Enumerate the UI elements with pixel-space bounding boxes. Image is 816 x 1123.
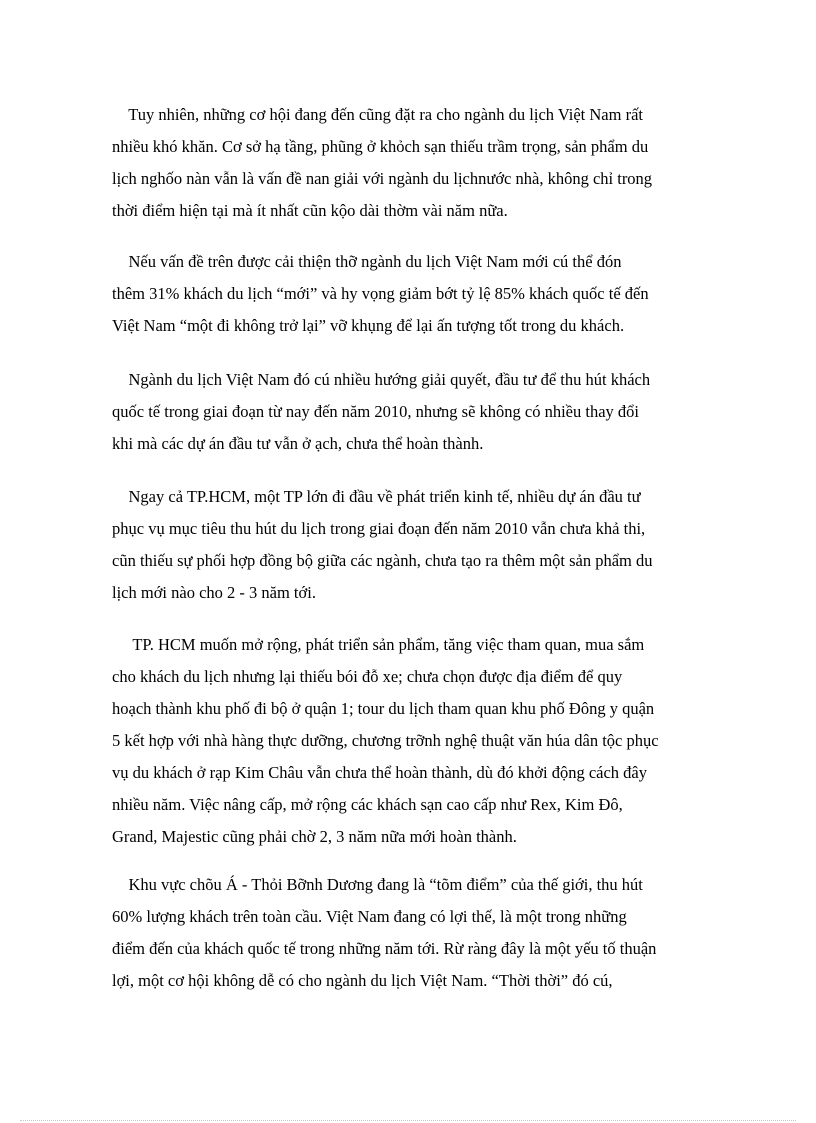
paragraph-line: hoạch thành khu phố đi bộ ở quận 1; tour du lịch tham quan khu phố Đông y quận xyxy=(112,699,655,718)
paragraph-line: Ngay cả TP.HCM, một TP lớn đi đầu về phát triển kinh tế, nhiều dự án đầu tư xyxy=(112,487,641,506)
paragraph-line: vụ du khách ở rạp Kim Châu vẫn chưa thể hoàn thành, dù đó khởi động cách đây xyxy=(112,763,648,782)
paragraph-line: lịch mới nào cho 2 - 3 năm tới. xyxy=(112,583,316,602)
paragraph-2 xyxy=(112,246,697,342)
paragraph-line: lịch nghốo nàn vẫn là vấn đề nan giải với ngành du lịchnước nhà, không chỉ trong xyxy=(112,169,653,188)
paragraph-5 xyxy=(112,629,697,853)
paragraph-line: cho khách du lịch nhưng lại thiếu bói đỗ xe; chưa chọn được địa điểm để quy xyxy=(112,667,623,686)
paragraph-line: Việt Nam “một đi không trở lại” vỡ khụng để lại ấn tượng tốt trong du khách. xyxy=(112,316,625,335)
paragraph-line: Khu vực chõu Á - Thỏi Bỡnh Dương đang là “tõm điểm” của thế giới, thu hút xyxy=(112,875,643,894)
paragraph-line: Grand, Majestic cũng phải chờ 2, 3 năm nữa mới hoàn thành. xyxy=(112,827,517,846)
paragraph-line: nhiều năm. Việc nâng cấp, mở rộng các khách sạn cao cấp như Rex, Kim Đô, xyxy=(112,795,623,814)
paragraph-3 xyxy=(112,364,697,460)
paragraph-4 xyxy=(112,481,697,609)
paragraph-1 xyxy=(112,99,697,227)
paragraph-line: 60% lượng khách trên toàn cầu. Việt Nam đang có lợi thế, là một trong những xyxy=(112,907,627,926)
paragraph-line: Nếu vấn đề trên được cải thiện thỡ ngành du lịch Việt Nam mới cú thể đón xyxy=(112,252,622,271)
paragraph-line: quốc tế trong giai đoạn từ nay đến năm 2010, nhưng sẽ không có nhiều thay đổi xyxy=(112,402,639,421)
paragraph-line: thêm 31% khách du lịch “mới” và hy vọng giảm bớt tỷ lệ 85% khách quốc tế đến xyxy=(112,284,649,303)
paragraph-line: cũn thiếu sự phối hợp đồng bộ giữa các ngành, chưa tạo ra thêm một sản phẩm du xyxy=(112,551,653,570)
paragraph-line: Tuy nhiên, những cơ hội đang đến cũng đặt ra cho ngành du lịch Việt Nam rất xyxy=(112,105,643,124)
paragraph-6 xyxy=(112,869,697,997)
paragraph-line: Ngành du lịch Việt Nam đó cú nhiều hướng giải quyết, đầu tư để thu hút khách xyxy=(112,370,651,389)
paragraph-line: TP. HCM muốn mở rộng, phát triển sản phẩm, tăng việc tham quan, mua sắm xyxy=(112,635,645,654)
paragraph-line: 5 kết hợp với nhà hàng thực dưỡng, chương trỡnh nghệ thuật văn húa dân tộc phục xyxy=(112,731,659,750)
paragraph-line: nhiều khó khăn. Cơ sở hạ tầng, phũng ở khỏch sạn thiếu trầm trọng, sản phẩm du xyxy=(112,137,649,156)
paragraph-line: khi mà các dự án đầu tư vẫn ở ạch, chưa thể hoàn thành. xyxy=(112,434,484,453)
paragraph-line: phục vụ mục tiêu thu hút du lịch trong giai đoạn đến năm 2010 vẫn chưa khả thi, xyxy=(112,519,646,538)
page-bottom-divider xyxy=(20,1120,796,1121)
paragraph-line: thời điểm hiện tại mà ít nhất cũn kộo dài thờm vài năm nữa. xyxy=(112,201,508,220)
paragraph-line: điểm đến của khách quốc tế trong những năm tới. Rừ ràng đây là một yếu tố thuận xyxy=(112,939,657,958)
paragraph-line: lợi, một cơ hội không dễ có cho ngành du lịch Việt Nam. “Thời thời” đó cú, xyxy=(112,971,613,990)
